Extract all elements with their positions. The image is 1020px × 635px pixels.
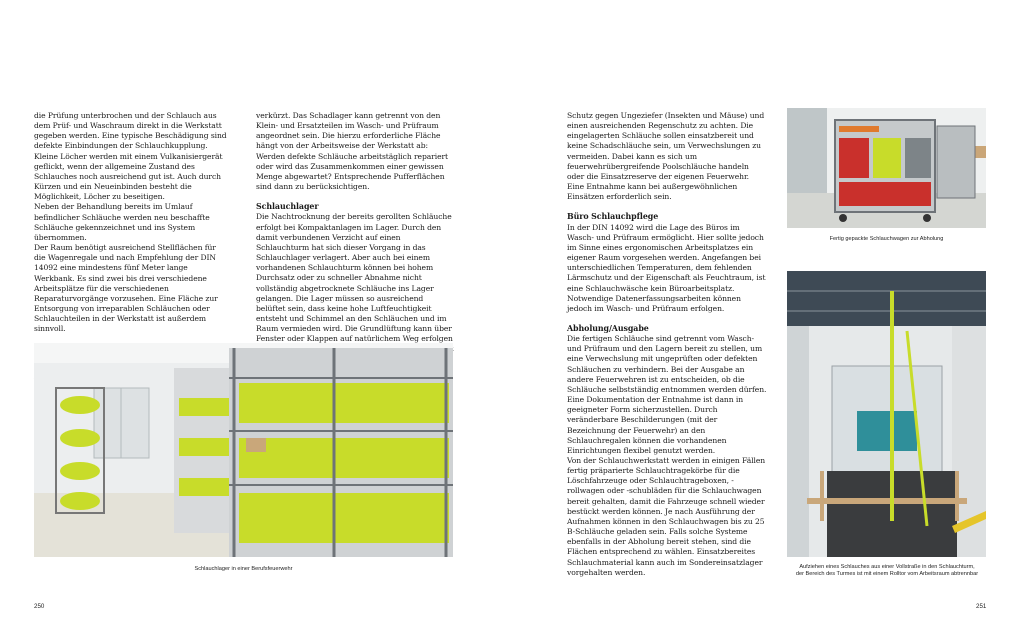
page-number-left: 250 bbox=[34, 603, 45, 610]
hose-tower-photo bbox=[787, 271, 986, 557]
paragraph: verkürzt. Das Schadlager kann getrennt von den Klein- und Ersatzteilen im Wasch- und Prüfraum angeordnet sein. Die hierzu erforderliche Fläche hängt von der Arbeitsweise der Werkstatt ab: Werden defekte Schläuche arbeitstäglich repariert oder wird das Zusammenkommen einer gewissen Menge abgewartet? Entsprechende Pufferflächen sind dann zu berücksichtigen. bbox=[256, 111, 449, 192]
hose-storage-illustration bbox=[34, 343, 453, 557]
hose-trolleys-photo bbox=[787, 108, 986, 228]
hose-storage-caption: Schlauchlager in einer Berufsfeuerwehr bbox=[194, 566, 293, 572]
paragraph: Die fertigen Schläuche sind getrennt vom Wasch- und Prüfraum und den Lagern bereit zu stellen, um eine Verwechslung mit ungeprüften oder defekten Schläuchen zu verhindern. Bei der Ausgabe an andere Feuerwehren ist zu entscheiden, ob die Schläuche selbstständig entnommen werden dürfen. Eine Dokumentation der Entnahme ist dann in geeigneter Form sicherzustellen. Durch veränderbare Beschilderungen (mit der Bezeichnung der Feuerwehr) an den Schlauchregalen können die vorhandenen Einrichtungen flexibel genutzt werden. bbox=[567, 334, 767, 455]
caption-line: Aufziehen eines Schlauches aus einer Vollstraße in den Schlauchturm, bbox=[799, 564, 975, 570]
section-heading: Abholung/Ausgabe bbox=[567, 323, 649, 333]
paragraph: Der Raum benötigt ausreichend Stellflächen für die Wagenregale und nach Empfehlung der DIN 14092 eine mindestens fünf Meter lange Werkbank. Es sind zwei bis drei verschiedene Arbeitsplätze für die verschiedenen Reparaturvorgänge vorzusehen. Eine Fläche zur Entsorgung von irreparablen Schläuchen oder Schlauchteilen in der Werkstatt ist außerdem sinnvoll. bbox=[34, 243, 218, 334]
right-text-column-1 bbox=[567, 111, 767, 578]
hose-trolleys-illustration bbox=[787, 108, 986, 228]
section-heading: Schlauchlager bbox=[256, 202, 319, 212]
hose-tower-illustration bbox=[787, 271, 986, 557]
left-text-column-2 bbox=[256, 111, 454, 375]
hose-storage-photo bbox=[34, 343, 453, 557]
section-heading: Büro Schlauchpflege bbox=[567, 212, 659, 222]
paragraph: die Prüfung unterbrochen und der Schlauch aus dem Prüf- und Waschraum direkt in die Werkstatt gegeben werden. Eine typische Beschädigung sind defekte Einbindungen der Schlauchkupplung. Kleine Löcher werden mit einem Vulkanisiergerät geflickt, wenn der allgemeine Zustand des Schlauches noch ausreichend gut ist. Auch durch Kürzen und ein Neueinbinden besteht die Möglichkeit, Löcher zu beseitigen. bbox=[34, 111, 227, 202]
paragraph: Neben der Behandlung bereits im Umlauf befindlicher Schläuche werden neu beschaffte Schläuche gekennzeichnet und ins System übernommen. bbox=[34, 202, 210, 242]
hose-trolleys-caption: Fertig gepackte Schlauchwagen zur Abholung bbox=[829, 236, 944, 242]
paragraph: Die Nachtrocknung der bereits gerollten Schläuche erfolgt bei Kompaktanlagen im Lager. Durch den damit verbundenen Verzicht auf einen Schlauchturm hat sich dieser Vorgang in das Schlauchlager verlagert. Aber auch bei einem vorhandenen Schlauchturm können bei hohem Durchsatz oder zu schneller Abnahme nicht vollständig abgetrocknete Schläuche ins Lager gelangen. Die Lager müssen so ausreichend belüftet sein, dass keine hohe Luftfeuchtigkeit entsteht und Schimmel an den Schläuchen und im Raum vermieden wird. Die Grundlüftung kann über Fenster oder Klappen auf natürlichem Weg erfolgen bbox=[256, 212, 453, 344]
page-number-right: 251 bbox=[976, 603, 987, 610]
paragraph: In der DIN 14092 wird die Lage des Büros im Wasch- und Prüfraum ermöglicht. Hier sollte jedoch im Sinne eines ergonomischen Arbeitsplatzes ein eigener Raum vorgesehen werden. Angefangen bei unterschiedlichen Temperaturen, dem fehlenden Lärmschutz und der Eigenschaft als Feuchtraum, ist eine Schlauchwäsche kein Büroarbeitsplatz. Notwendige Datenerfassungsarbeiten können jedoch im Wasch- und Prüfraum erfolgen. bbox=[567, 222, 766, 313]
hose-tower-caption bbox=[782, 564, 992, 579]
caption-line: der Bereich des Turmes ist mit einem Rolltor vom Arbeitsraum abtrennbar bbox=[795, 571, 979, 578]
paragraph: Von der Schlauchwerkstatt werden in einigen Fällen fertig präparierte Schlauchtragekörbe für die Löschfahrzeuge oder Schlauchtrageboxen, -rollwagen oder -schubläden für die Schlauchwagen bereit gehalten, damit die Fahrzeuge schnell wieder bestückt werden können. Je nach Ausführung der Aufnahmen können in den Schlauchwagen bis zu 25 B-Schläuche geladen sein. Falls solche Systeme ebenfalls in der Abholung bereit stehen, sind die Flächen entsprechend zu wählen. Einsatzbereites Schlauchmaterial kann auch im Sondereinsatzlager vorgehalten werden. bbox=[567, 456, 766, 577]
paragraph: Schutz gegen Ungeziefer (Insekten und Mäuse) und einen ausreichenden Regenschutz zu achten. Die eingelagerten Schläuche sollen einsatzbereit und keine Schadschläuche sein, um Verwechslungen zu vermeiden. Dabei kann es sich um feuerwehrübergreifende Poolschläuche handeln oder die Einsatzreserve der eigenen Feuerwehr. Eine Entnahme kann bei außergewöhnlichen Einsätzen erforderlich sein. bbox=[567, 111, 765, 202]
